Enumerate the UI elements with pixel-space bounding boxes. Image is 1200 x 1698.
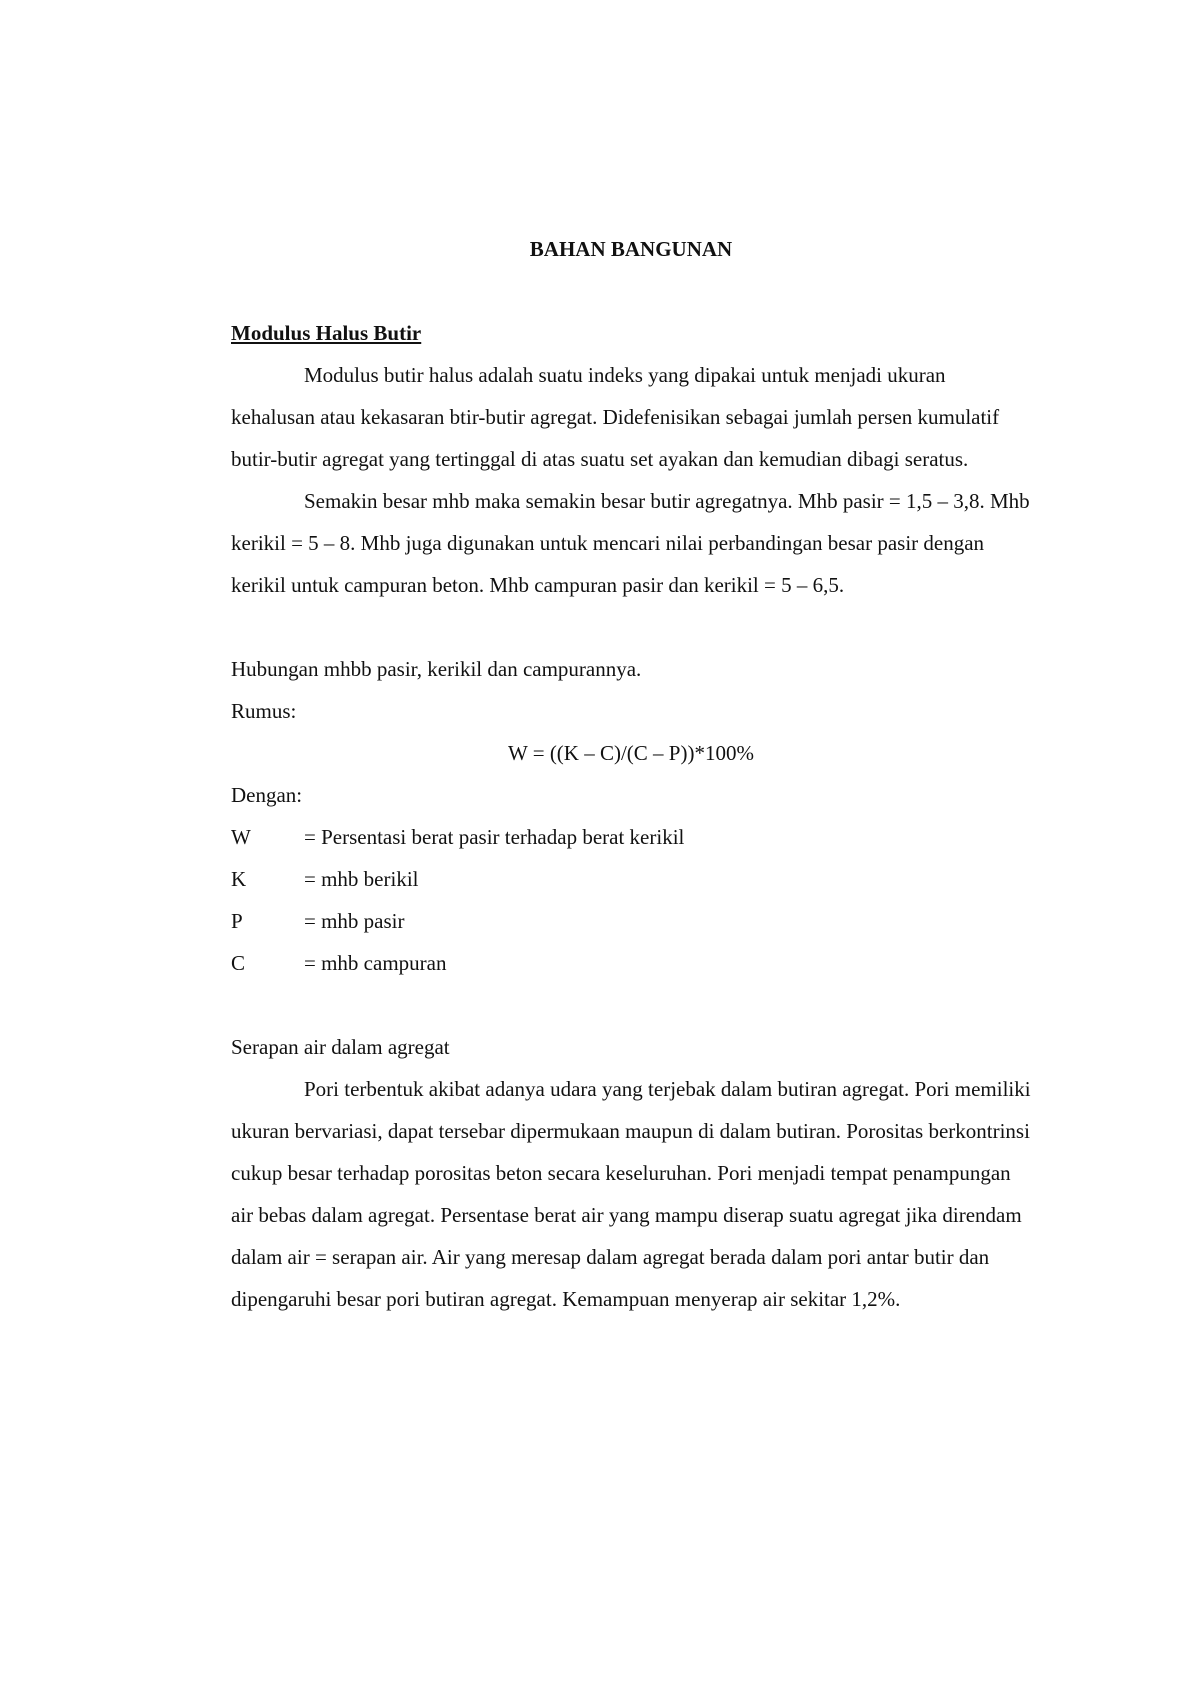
document-title: BAHAN BANGUNAN (529, 237, 733, 261)
definition-symbol: K (231, 867, 247, 891)
definition-row (231, 858, 1031, 900)
definition-symbol: C (231, 951, 246, 975)
definition-text: = mhb berikil (304, 867, 419, 891)
definition-text: = mhb campuran (304, 951, 447, 975)
document-body (231, 228, 1031, 1320)
definition-symbol: W (231, 825, 251, 849)
paragraph-modulus-definition: Modulus butir halus adalah suatu indeks yang dipakai untuk menjadi ukuran kehalusan atau kekasaran btir-butir agregat. Didefenisikan sebagai jumlah persen kumulatif butir-butir agregat yang tertinggal di atas suatu set ayakan dan kemudian dibagi seratus. (231, 363, 1000, 471)
paragraph-serapan-air: Pori terbentuk akibat adanya udara yang terjebak dalam butiran agregat. Pori memiliki ukuran bervariasi, dapat tersebar dipermukaan maupun di dalam butiran. Porositas berkontrinsi cukup besar terhadap porositas beton secara keseluruhan. Pori menjadi tempat penampungan air bebas dalam agregat. Persentase berat air yang mampu diserap suatu agregat jika direndam dalam air = serapan air. Air yang meresap dalam agregat berada dalam pori antar butir dan dipengaruhi besar pori butiran agregat. Kemampuan menyerap air sekitar 1,2%. (231, 1077, 1031, 1311)
relation-intro: Hubungan mhbb pasir, kerikil dan campurannya. (231, 657, 642, 681)
spacer (231, 606, 1031, 648)
formula: W = ((K – C)/(C – P))*100% (508, 741, 754, 765)
definition-text: = Persentasi berat pasir terhadap berat kerikil (304, 825, 685, 849)
formula-label: Rumus: (231, 699, 297, 723)
spacer (231, 984, 1031, 1026)
section-heading-modulus: Modulus Halus Butir (231, 321, 422, 345)
section-heading-serapan: Serapan air dalam agregat (231, 1035, 450, 1059)
definition-row (231, 942, 1031, 984)
definition-row (231, 900, 1031, 942)
definition-symbol: P (231, 909, 243, 933)
definition-text: = mhb pasir (304, 909, 405, 933)
definitions-label: Dengan: (231, 783, 303, 807)
definition-row (231, 816, 1031, 858)
paragraph-mhb-values: Semakin besar mhb maka semakin besar butir agregatnya. Mhb pasir = 1,5 – 3,8. Mhb kerikil = 5 – 8. Mhb juga digunakan untuk mencari nilai perbandingan besar pasir dengan kerikil untuk campuran beton. Mhb campuran pasir dan kerikil = 5 – 6,5. (231, 489, 1030, 597)
